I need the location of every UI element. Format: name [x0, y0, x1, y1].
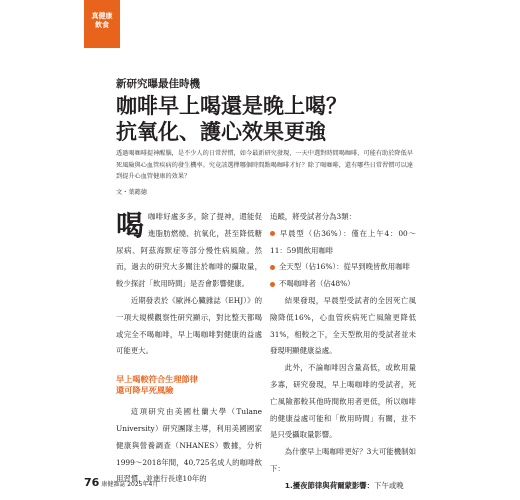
bullet-text: 早晨型（佔36%）：僅在上午4：00～11：59間飲用咖啡 [270, 228, 416, 255]
bullet-text: 全天型（佔16%）：從早到晚皆飲用咖啡 [279, 262, 410, 272]
paragraph-intro [116, 209, 262, 293]
paragraph-method: 這項研究由美國杜蘭大學（Tulane University）研究團隊主導，利用美國國家健康與營養調查（NHANES）數據，分析1999～2018年間，40,725名成人的咖啡飲用習慣，並進行長達10年的 [116, 407, 262, 484]
paragraph-followup: 追蹤，將受試者分為3類： [270, 212, 357, 221]
bullet-icon [270, 231, 275, 236]
byline: 文・葉懿德 [116, 189, 147, 196]
paragraph-study: 近期發表於《歐洲心臟雜誌（EHJ）》的一項大規模觀察性研究顯示，對比整天都喝或完全不喝咖啡，早上喝咖啡對健康的益處可能更大。 [116, 295, 262, 356]
bullet-icon [270, 265, 275, 270]
bullet-text: 不喝咖啡者（佔48%） [279, 279, 355, 289]
section-tab-line1: 真健康 [91, 12, 113, 20]
lede: 透過喝咖啡提神醒腦，是不少人的日常習慣，如今最新研究發現，一天中選對時間喝咖啡，可能有助於降低早死風險與心血管疾病的發生機率。究竟該選擇哪個時間點喝咖啡才好？除了喝咖啡，還有哪些日常習慣可以達到提升心血管健康的效果？ [116, 150, 413, 181]
bullet-item [270, 276, 416, 293]
subheading-line1: 早上喝較符合生理節律 [116, 374, 198, 385]
headline [116, 93, 347, 145]
section-tab-line2: 飲食 [95, 21, 109, 29]
bullet-icon [270, 282, 275, 287]
headline-line1: 咖啡早上喝還是晚上喝？ [116, 94, 347, 118]
bullet-item [270, 226, 416, 260]
footer-text: 康健雜誌 2025年4月 [101, 481, 159, 488]
bullet-item [270, 259, 416, 276]
headline-line2: 抗氧化、護心效果更強 [116, 120, 326, 144]
subheading [116, 374, 262, 396]
section-tab [84, 0, 120, 48]
kicker: 新研究曝最佳時機 [116, 78, 200, 90]
paragraph-mechanism-1 [270, 478, 416, 495]
paragraph-results: 結果發現，早晨型受試者的全因死亡風險降低16%，心血管疾病死亡風險更降低31%，相較之下，全天型飲用的受試者並未發現明顯健康益處。 [270, 295, 416, 356]
mechanism-1-text: 下午或晚 [374, 480, 404, 490]
drop-cap: 喝 [116, 209, 145, 242]
page-number: 76 [84, 476, 100, 489]
paragraph-mechanisms: 為什麼早上喝咖啡更好？3大可能機制如下： [270, 447, 416, 473]
mechanism-1-label: 1.擾夜節律與荷爾蒙影響： [284, 480, 375, 490]
subheading-line2: 還可降早死風險 [116, 385, 174, 396]
left-column [116, 209, 262, 488]
paragraph-intro-text: 咖啡好處多多，除了提神，還能促進脂肪燃燒、抗氧化，甚至降低糖尿病、阿茲海默症等部分慢性病風險。然而，過去的研究大多關注於咖啡的攝取量，較少探討「飲用時間」是否會影響健康。 [116, 212, 262, 289]
right-column [270, 209, 416, 495]
page-footer [84, 476, 158, 489]
paragraph-timing: 此外，不論咖啡因含量高低，或飲用量多寡，研究發現，早上喝咖啡的受試者，死亡風險都較其他時間飲用者更低，所以咖啡的健康益處可能和「飲用時間」有關，並不是只受攝取量影響。 [270, 363, 416, 440]
